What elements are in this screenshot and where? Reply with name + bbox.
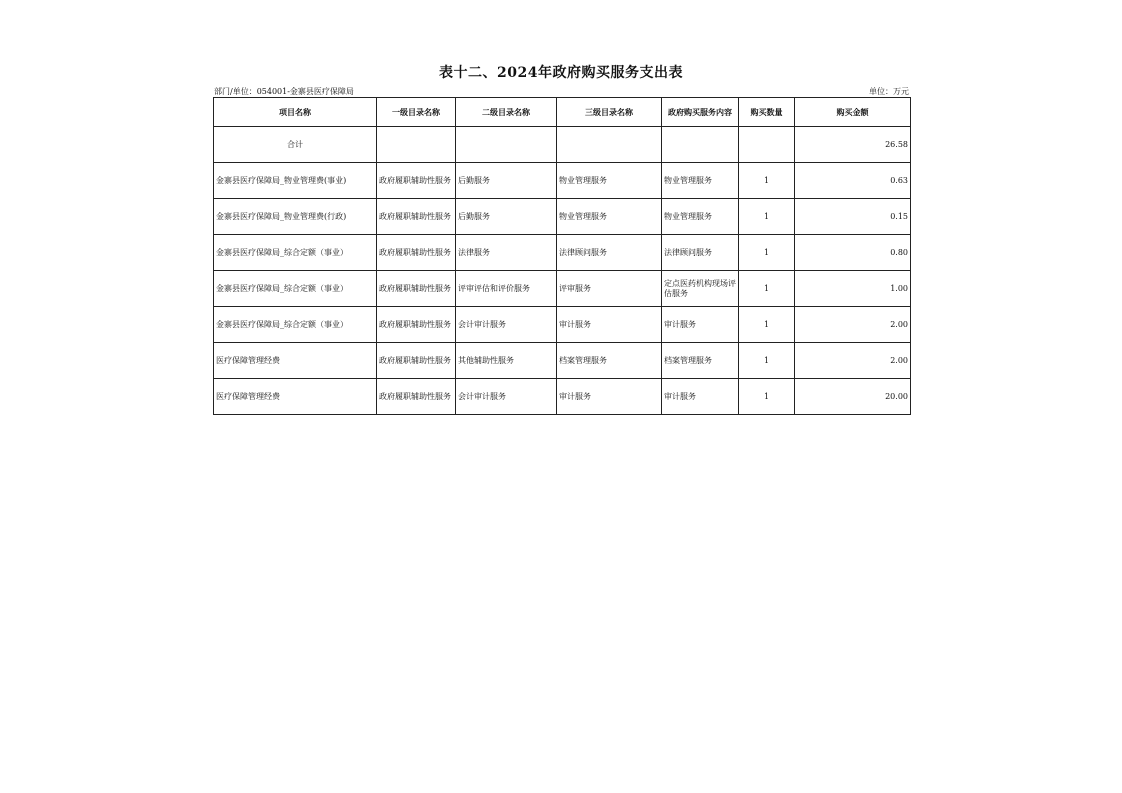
row-level1: 政府履职辅助性服务 [377, 271, 456, 307]
row-level1: 政府履职辅助性服务 [377, 235, 456, 271]
purchase-service-table [213, 97, 911, 415]
row-level3: 审计服务 [557, 379, 662, 415]
header-level2: 二级目录名称 [456, 98, 557, 127]
row-level3: 物业管理服务 [557, 199, 662, 235]
total-content-cell [662, 127, 739, 163]
row-level2: 后勤服务 [456, 199, 557, 235]
row-project: 金寨县医疗保障局_物业管理费(行政) [214, 199, 377, 235]
page-title: 表十二、2024年政府购买服务支出表 [439, 65, 683, 81]
row-content: 审计服务 [662, 379, 739, 415]
row-project: 金寨县医疗保障局_物业管理费(事业) [214, 163, 377, 199]
row-level3: 档案管理服务 [557, 343, 662, 379]
row-amount: 20.00 [795, 379, 911, 415]
header-content: 政府购买服务内容 [662, 98, 739, 127]
row-level1: 政府履职辅助性服务 [377, 379, 456, 415]
table-row [214, 343, 911, 379]
row-content: 档案管理服务 [662, 343, 739, 379]
table-row [214, 271, 911, 307]
row-quantity: 1 [739, 343, 795, 379]
row-level3: 物业管理服务 [557, 163, 662, 199]
unit-label: 单位：万元 [869, 87, 909, 96]
row-content: 物业管理服务 [662, 163, 739, 199]
row-level2: 评审评估和评价服务 [456, 271, 557, 307]
total-level2-cell [456, 127, 557, 163]
header-level3: 三级目录名称 [557, 98, 662, 127]
row-project: 金寨县医疗保障局_综合定额（事业） [214, 271, 377, 307]
total-level1-cell [377, 127, 456, 163]
row-content: 物业管理服务 [662, 199, 739, 235]
row-level2: 会计审计服务 [456, 307, 557, 343]
table-row [214, 307, 911, 343]
row-content: 定点医药机构现场评估服务 [662, 271, 739, 307]
total-row [214, 127, 911, 163]
row-level3: 评审服务 [557, 271, 662, 307]
row-quantity: 1 [739, 307, 795, 343]
row-content: 审计服务 [662, 307, 739, 343]
row-amount: 0.15 [795, 199, 911, 235]
header-quantity: 购买数量 [739, 98, 795, 127]
row-content: 法律顾问服务 [662, 235, 739, 271]
row-level1: 政府履职辅助性服务 [377, 307, 456, 343]
table-row [214, 199, 911, 235]
row-level2: 会计审计服务 [456, 379, 557, 415]
row-project: 金寨县医疗保障局_综合定额（事业） [214, 307, 377, 343]
row-level2: 其他辅助性服务 [456, 343, 557, 379]
header-level1: 一级目录名称 [377, 98, 456, 127]
row-level3: 法律顾问服务 [557, 235, 662, 271]
table-row [214, 379, 911, 415]
table-header-row [214, 98, 911, 127]
row-amount: 2.00 [795, 307, 911, 343]
row-quantity: 1 [739, 199, 795, 235]
header-amount: 购买金额 [795, 98, 911, 127]
row-level2: 法律服务 [456, 235, 557, 271]
row-level3: 审计服务 [557, 307, 662, 343]
total-level3-cell [557, 127, 662, 163]
row-quantity: 1 [739, 235, 795, 271]
row-quantity: 1 [739, 379, 795, 415]
header-project: 项目名称 [214, 98, 377, 127]
row-project: 医疗保障管理经费 [214, 379, 377, 415]
row-project: 金寨县医疗保障局_综合定额（事业） [214, 235, 377, 271]
row-amount: 1.00 [795, 271, 911, 307]
row-level2: 后勤服务 [456, 163, 557, 199]
table-row [214, 235, 911, 271]
row-amount: 0.63 [795, 163, 911, 199]
row-quantity: 1 [739, 271, 795, 307]
table-row [214, 163, 911, 199]
row-level1: 政府履职辅助性服务 [377, 199, 456, 235]
total-amount: 26.58 [795, 127, 911, 163]
row-amount: 0.80 [795, 235, 911, 271]
row-level1: 政府履职辅助性服务 [377, 343, 456, 379]
row-level1: 政府履职辅助性服务 [377, 163, 456, 199]
department-label: 部门/单位：054001-金寨县医疗保障局 [214, 87, 354, 96]
row-amount: 2.00 [795, 343, 911, 379]
total-label: 合计 [214, 127, 377, 163]
row-quantity: 1 [739, 163, 795, 199]
total-quantity-cell [739, 127, 795, 163]
row-project: 医疗保障管理经费 [214, 343, 377, 379]
